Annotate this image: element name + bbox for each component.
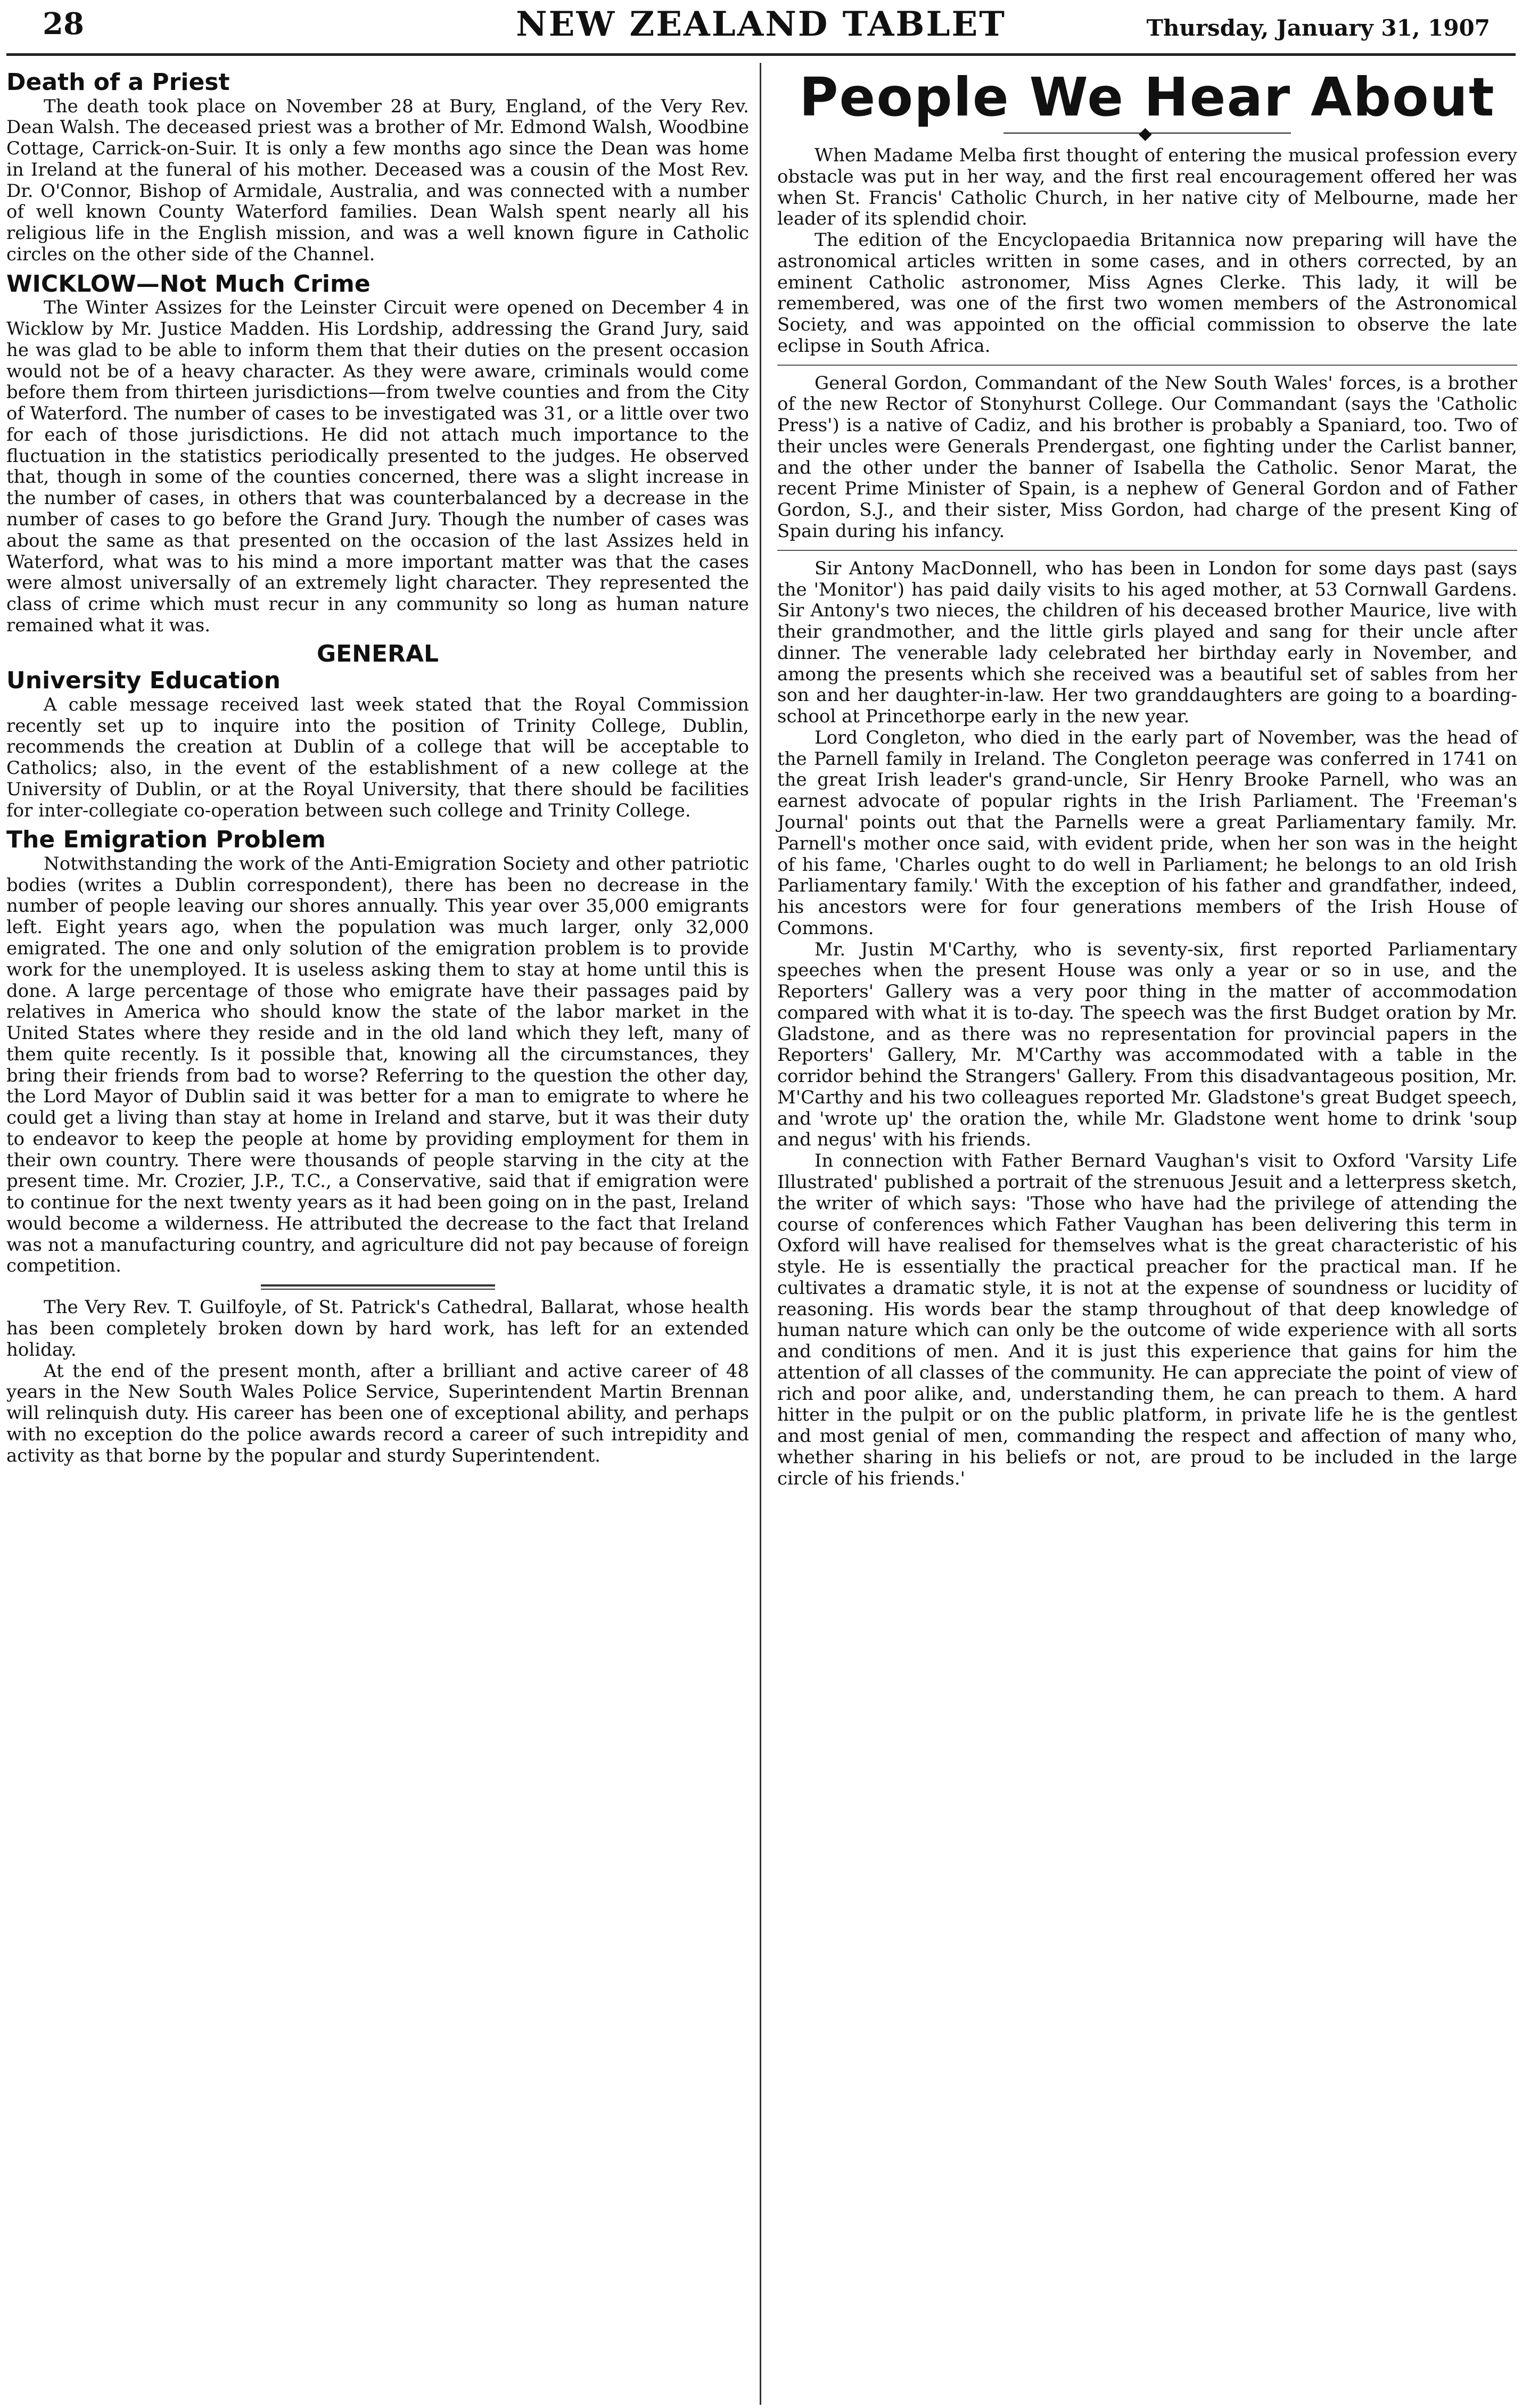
diamond-icon: ◆ <box>1139 123 1152 143</box>
article-paragraph: At the end of the present month, after a brilliant and active career of 48 years in the New South Wales Police Service, Superintendent Martin Brennan will relinquish duty. His career has been one of exceptional ability, and perhaps with no exception do the police awards record a career of such intrepidity and activity as that borne by the popular and sturdy Superintendent. <box>6 1360 749 1466</box>
issue-date: Thursday, January 31, 1907 <box>1146 15 1490 41</box>
right-column <box>777 66 1517 1489</box>
column-divider <box>760 63 761 2405</box>
left-column <box>6 69 749 1466</box>
article-paragraph: In connection with Father Bernard Vaughan's visit to Oxford 'Varsity Life Illustrated' published a portrait of the strenuous Jesuit and a letterpress sketch, the writer of which says: 'Those who have had the privilege of attending the course of conferences which Father Vaughan has been delivering this term in Oxford will have realised for themselves what is the great characteristic of his style. He is essentially the practical preacher for the practical man. If he cultivates a dramatic style, it is not at the expense of soundness or lucidity of reasoning. His words bear the stamp throughout of that deep knowledge of human nature which can only be the outcome of wide experience with all sorts and conditions of men. And it is just this experience that gains for him the attention of all classes of the community. He can appreciate the point of view of rich and poor alike, and, understanding them, he can preach to them. A hard hitter in the pulpit or on the public platform, in private life he is the gentlest and most genial of men, commanding the respect and affection of many who, whether sharing in his beliefs or not, are proud to be included in the large circle of his friends.' <box>777 1150 1517 1489</box>
heading-death-of-priest: Death of a Priest <box>6 69 230 96</box>
header-rule <box>6 53 1516 56</box>
article-paragraph: Sir Antony MacDonnell, who has been in London for some days past (says the 'Monitor') has paid daily visits to his aged mother, at 53 Cornwall Gardens. Sir Antony's two nieces, the children of his deceased brother Maurice, live with their grandmother, and the little girls played and sang for their uncle after dinner. The venerable lady celebrated her birthday early in November, and among the presents which she received was a beautiful set of sables from her son and her daughter-in-law. Her two granddaughters are going to a boarding-school at Princethorpe early in the new year. <box>777 557 1517 728</box>
page-header <box>0 0 1522 53</box>
article-paragraph: The death took place on November 28 at Bury, England, of the Very Rev. Dean Walsh. The deceased priest was a brother of Mr. Edmond Walsh, Woodbine Cottage, Carrick-on-Suir. It is only a few months ago since the Dean was home in Ireland at the funeral of his mother. Deceased was a cousin of the Most Rev. Dr. O'Connor, Bishop of Armidale, Australia, and was connected with a number of well known County Waterford families. Dean Walsh spent nearly all his religious life in the English mission, and was a well known figure in Catholic circles on the other side of the Channel. <box>6 95 749 265</box>
paragraph-separator <box>777 365 1517 366</box>
heading-people-we-hear-about: People We Hear About <box>799 66 1495 128</box>
article-paragraph: The Winter Assizes for the Leinster Circuit were opened on December 4 in Wicklow by Mr. Justice Madden. His Lordship, addressing the Grand Jury, said he was glad to be able to inform them that their duties on the present occasion would not be of a heavy character. As they were aware, criminals would come before them from thirteen jurisdictions—from twelve counties and from the City of Waterford. The number of cases to be investigated was 31, or a little over two for each of those jurisdictions. He did not attach much importance to the fluctuation in the statistics periodically presented to the judges. He observed that, though in some of the counties concerned, there was a slight increase in the number of cases, in others that was counterbalanced by a decrease in the number of cases to go before the Grand Jury. Though the number of cases was about the same as that presented on the occasion of the last Assizes held in Waterford, what was to his mind a more important matter was that the cases were almost universally of an extremely light character. They represented the class of crime which must recur in any community so long as human nature remained what it was. <box>6 297 749 636</box>
article-paragraph: When Madame Melba first thought of entering the musical profession every obstacle was put in her way, and the first real encouragement offered her was when St. Francis' Catholic Church, in her native city of Melbourne, made her leader of its splendid choir. <box>777 145 1517 230</box>
ornamental-rule <box>1003 125 1291 141</box>
newspaper-title: NEW ZEALAND TABLET <box>516 4 1006 44</box>
article-paragraph: The Very Rev. T. Guilfoyle, of St. Patrick's Cathedral, Ballarat, whose health has been completely broken down by hard work, has left for an extended holiday. <box>6 1297 749 1360</box>
section-divider <box>261 1284 495 1290</box>
article-paragraph: A cable message received last week stated that the Royal Commission recently set up to inquire into the position of Trinity College, Dublin, recommends the creation at Dublin of a college that will be acceptable to Catholics; also, in the event of the establishment of a new college at the University of Dublin, or at the Royal University, that there should be facilities for inter-collegiate co-operation between such college and Trinity College. <box>6 694 749 821</box>
article-paragraph: General Gordon, Commandant of the New South Wales' forces, is a brother of the new Rector of Stonyhurst College. Our Commandant (says the 'Catholic Press') is a native of Cadiz, and his brother is probably a Spaniard, too. Two of their uncles were Generals Prendergast, one fighting under the Carlist banner, and the other under the banner of Isabella the Catholic. Senor Marat, the recent Prime Minister of Spain, is a nephew of General Gordon and of Father Gordon, S.J., and their sister, Miss Gordon, had charge of the present King of Spain during his infancy. <box>777 372 1517 542</box>
page-number: 28 <box>43 6 84 42</box>
article-paragraph: Mr. Justin M'Carthy, who is seventy-six, first reported Parliamentary speeches when the present House was only a year or so in use, and the Reporters' Gallery was a very poor thing in the matter of accommodation compared with what it is to-day. The speech was the first Budget oration by Mr. Gladstone, and as there was no representation for provincial papers in the Reporters' Gallery, Mr. M'Carthy was accommodated with a table in the corridor behind the Strangers' Gallery. From this disadvantageous position, Mr. M'Carthy and his two colleagues reported Mr. Gladstone's great Budget speech, and 'wrote up' the oration the, while Mr. Gladstone went home to drink 'soup and negus' with his friends. <box>777 938 1517 1151</box>
article-paragraph: Notwithstanding the work of the Anti-Emigration Society and other patriotic bodies (writes a Dublin correspondent), there has been no decrease in the number of people leaving our shores annually. This year over 35,000 emigrants left. Eight years ago, when the population was much larger, only 32,000 emigrated. The one and only solution of the emigration problem is to provide work for the unemployed. It is useless asking them to stay at home until this is done. A large percentage of those who emigrate have their passages paid by relatives in America who should know the state of the labor market in the United States where they reside and in the old land which they left, many of them quite recently. Is it possible that, knowing all the circumstances, they bring their friends from bad to worse? Referring to the question the other day, the Lord Mayor of Dublin said it was better for a man to emigrate to where he could get a living than stay at home in Ireland and starve, but it was their duty to endeavor to keep the people at home by providing employment for them in their own country. There were thousands of people starving in the city at the present time. Mr. Crozier, J.P., T.C., a Conservative, said that if emigration were to continue for the next twenty years as it had been going on in the past, Ireland would become a wilderness. He attributed the decrease to the fact that Ireland was not a manufacturing country, and agriculture did not pay because of foreign competition. <box>6 853 749 1277</box>
heading-wicklow: WICKLOW—Not Much Crime <box>6 270 371 298</box>
article-paragraph: The edition of the Encyclopaedia Britannica now preparing will have the astronomical articles written in some cases, and in others corrected, by an eminent Catholic astronomer, Miss Agnes Clerke. This lady, it will be remembered, was one of the first two women members of the Astronomical Society, and was appointed on the official commission to observe the late eclipse in South Africa. <box>777 229 1517 357</box>
paragraph-separator <box>777 550 1517 551</box>
heading-emigration-problem: The Emigration Problem <box>6 826 326 854</box>
heading-general: GENERAL <box>316 640 439 667</box>
heading-university-education: University Education <box>6 667 281 695</box>
article-paragraph: Lord Congleton, who died in the early part of November, was the head of the Parnell family in Ireland. The Congleton peerage was conferred in 1741 on the great Irish leader's grand-uncle, Sir Henry Brooke Parnell, who was an earnest advocate of popular rights in the Irish Parliament. The 'Freeman's Journal' points out that the Parnells were a great Parliamentary family. Mr. Parnell's mother once said, with evident pride, when her son was in the height of his fame, 'Charles ought to do well in Parliament; he belongs to an old Irish Parliamentary family.' With the exception of his father and grandfather, indeed, his ancestors were for four generations members of the Irish House of Commons. <box>777 727 1517 939</box>
